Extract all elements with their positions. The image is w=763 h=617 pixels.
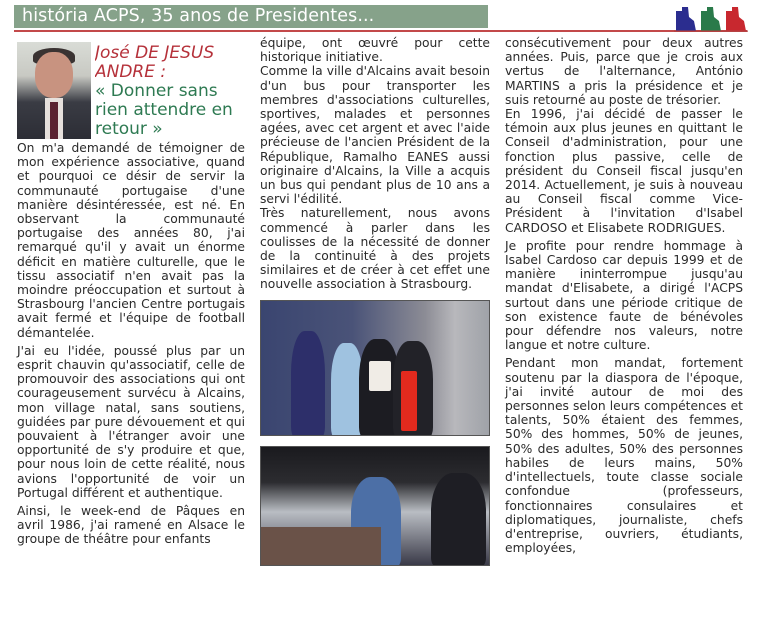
paragraph: En 1996, j'ai décidé de passer le témoin aux plus jeunes en quittant le Conseil d'administration, pour une fonction plus passive, celle de président du Conseil fiscal jusqu'en 2014. Actuellement, je suis à nouveau au Conseil fiscal comme Vice-Président à l'invitation d'Isabel CARDOSO et Elisabete RODRIGUES.: [505, 107, 743, 235]
paragraph: Ainsi, le week-end de Pâques en avril 1986, j'ai ramené en Alsace le groupe de théâtre pour enfants: [17, 504, 245, 547]
group-photo: [260, 300, 490, 436]
article-column-3: [505, 36, 743, 559]
acps-logo-icon: [672, 5, 752, 32]
paragraph: consécutivement pour deux autres années. Puis, parce que je crois aux vertus de l'alternance, António MARTINS a pris la présidence et je suis retourné au poste de trésorier.: [505, 36, 743, 107]
headline-quote-cont: rien attendre en: [95, 100, 233, 120]
section-header-bar: [14, 5, 488, 28]
article-column-1: [17, 36, 245, 551]
article-column-2: [260, 36, 490, 566]
paragraph: Pendant mon mandat, fortement soutenu par la diaspora de l'époque, j'ai invité autour de moi des personnes selon leurs compétences et talents, 50% étaient des femmes, 50% des hommes, 50% de jeunes, 50% des adultes, 50% des personnes habiles de leurs mains, 50% d'intellectuels, toute classe sociale confondue (professeurs, fonctionnaires consulaires et diplomatiques, journaliste, chefs d'entreprise, ouvriers, étudiants, employées,: [505, 356, 743, 556]
author-name-cont: ANDRE :: [95, 62, 167, 82]
author-portrait: [17, 42, 91, 139]
paragraph: On m'a demandé de témoigner de mon expérience associative, quand et pourquoi ce désir de servir la communauté portugaise d'une manière désintéressée, est né. En observant la communauté portugaise des années 80, j'ai remarqué qu'il y avait un énorme déficit en matière culturelle, que le tissu associatif n'en avait pas la moindre préoccupation et surtout à Strasbourg l'ancien Centre portugais avait fermé et l'équipe de football démantelée.: [17, 141, 245, 340]
paragraph: Je profite pour rendre hommage à Isabel Cardoso car depuis 1999 et de manière ininterrompue jusqu'au mandat d'Elisabete, a dirigé l'ACPS surtout dans une période critique de son existence faute de bénévoles pour défendre nos valeurs, notre langue et notre culture.: [505, 238, 743, 353]
headline-quote-end: retour »: [95, 119, 163, 139]
header-rule-divider: [14, 30, 747, 32]
author-name: José DE JESUS: [95, 43, 215, 63]
paragraph: J'ai eu l'idée, poussé plus par un esprit chauvin qu'associatif, celle de promouvoir des associations qui ont courageusement survécu à Alcains, mon village natal, sans soutiens, guidées par pure dévouement et qui pouvaient à l'étranger avoir une opportunité de s'y produire et que, pour nous loin de cette réalité, nous avions l'opportunité de voir un Portugal différent et authentique.: [17, 343, 245, 500]
radio-studio-photo: [260, 446, 490, 566]
article-headline: [95, 36, 245, 139]
paragraph: équipe, ont œuvré pour cette historique initiative.: [260, 36, 490, 65]
paragraph: Très naturellement, nous avons commencé à parler dans les coulisses de la nécessité de donner de la continuité à des projets similaires et de créer à cet effet une nouvelle association à Strasbourg.: [260, 206, 490, 292]
section-title: história ACPS, 35 anos de Presidentes...: [22, 6, 375, 26]
paragraph: Comme la ville d'Alcains avait besoin d'un bus pour transporter les membres d'associations culturelles, sportives, malades et personnes agées, avec cet argent et avec l'aide précieuse de l'ancien Président de la République, Ramalho EANES aussi originaire d'Alcains, la Ville a acquis un bus qui pendant plus de 10 ans a servi l'édilité.: [260, 64, 490, 207]
headline-quote: « Donner sans: [95, 81, 218, 101]
